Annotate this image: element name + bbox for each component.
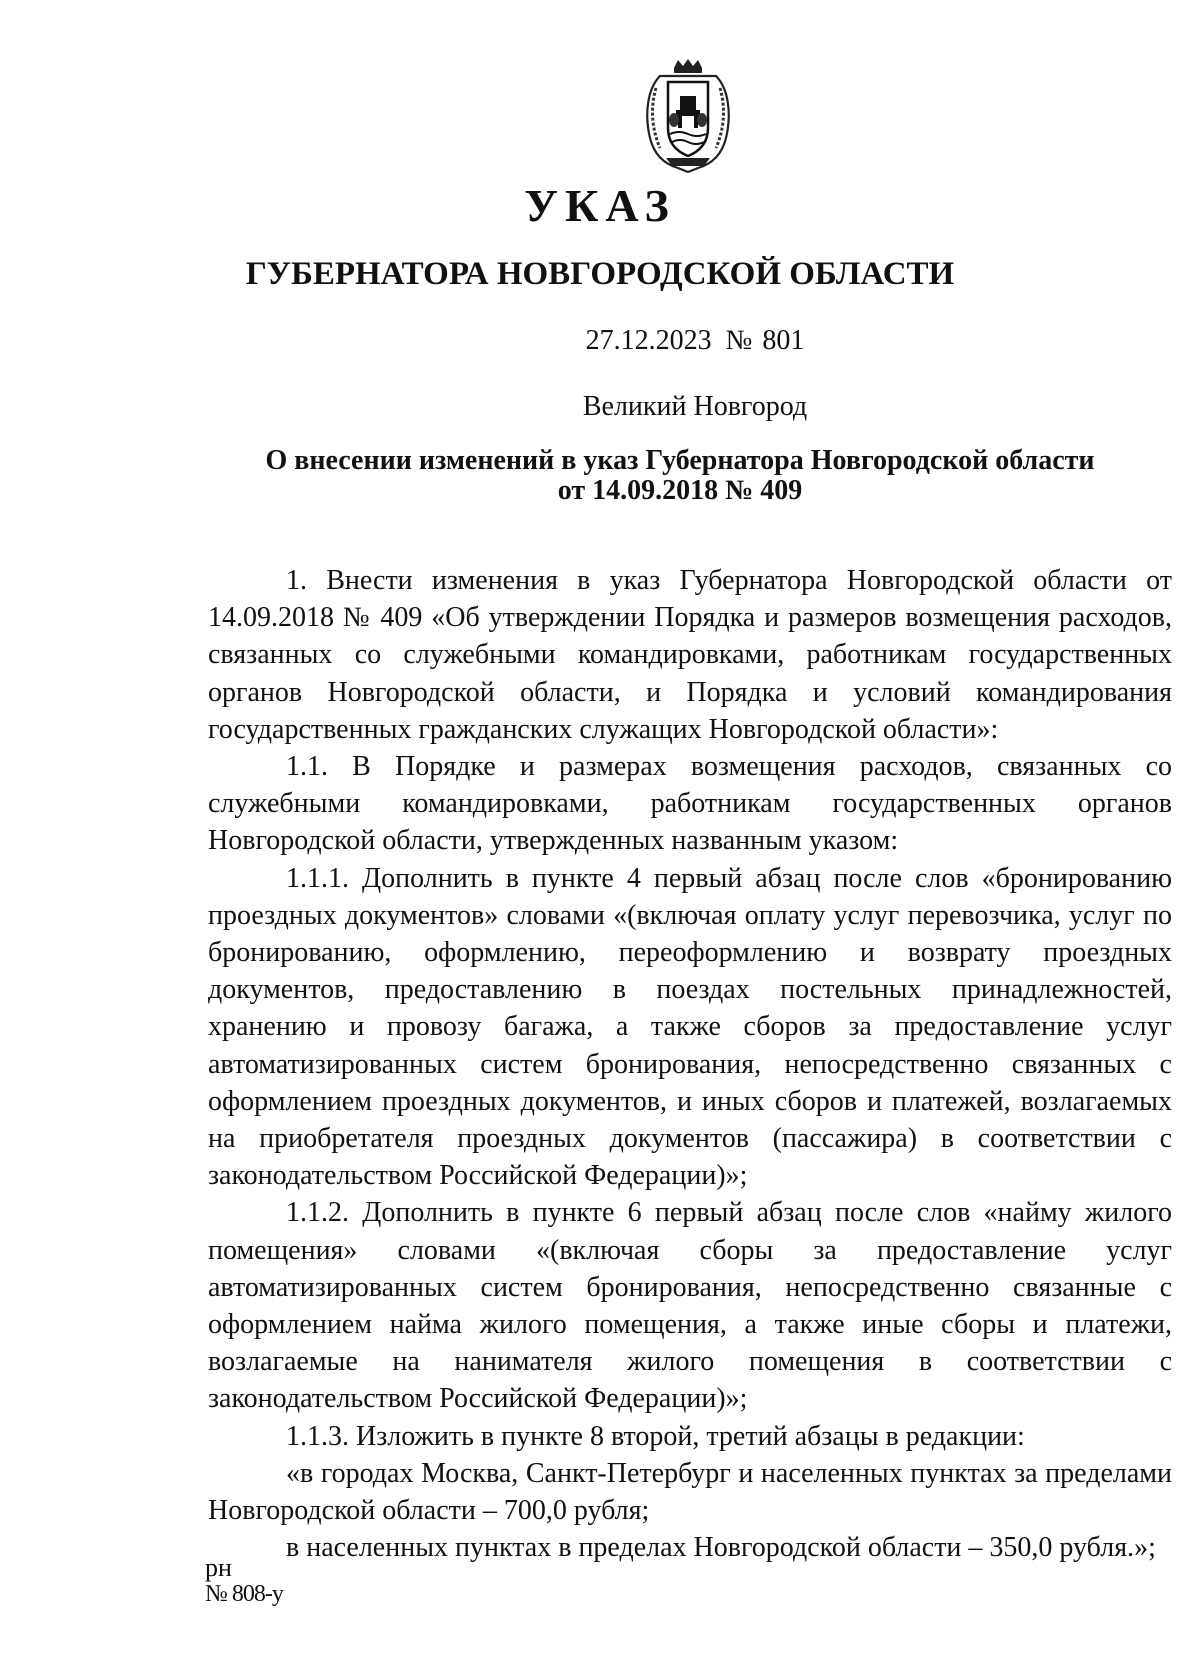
- heading-line-1: О внесении изменений в указ Губернатора Новгородской области: [265, 445, 1095, 476]
- document-body: [208, 562, 1172, 1566]
- footer-initials: рн: [205, 1553, 232, 1582]
- paragraph: 1.1.2. Дополнить в пункте 6 первый абзац после слов «найму жилого помещения» словами «(включая сборы за предоставление услуг автоматизированных систем бронирования, непосредственно связанные с оформлением найма жилого помещения, а также иные сборы и платежи, возлагаемые на нанимателя жилого помещения в соответствии с законодательством Российской Федерации)»;: [208, 1197, 1172, 1415]
- footer-code: № 808-у: [205, 1581, 283, 1607]
- document-number: 801: [762, 325, 805, 356]
- document-place: Великий Новгород: [582, 391, 808, 422]
- document-heading: [0, 446, 1200, 506]
- footer-reference: [205, 1555, 283, 1607]
- heading-line-2: от 14.09.2018 № 409: [557, 475, 803, 506]
- number-sign: №: [725, 325, 753, 356]
- paragraph: в населенных пунктах в пределах Новгородской области – 350,0 рубля.»;: [286, 1532, 1156, 1564]
- paragraph: 1.1.1. Дополнить в пункте 4 первый абзац после слов «бронированию проездных документов» словами «(включая оплату услуг перевозчика, услуг по бронированию, оформлению, переоформлению и возврату проездных документов, предоставлению в поездах постельных принадлежностей, хранению и провозу багажа, а также сборов за предоставление услуг автоматизированных систем бронирования, непосредственно связанных с оформлением проездных документов, и иных сборов и платежей, возлагаемых на приобретателя проездных документов (пассажира) в соответствии с законодательством Российской Федерации)»;: [208, 862, 1172, 1192]
- paragraph: 1. Внести изменения в указ Губернатора Новгородской области от 14.09.2018 № 409 «Об утверждении Порядка и размеров возмещения расходов, связанных со служебными командировками, работникам государственных органов Новгородской области, и Порядка и условий командирования государственных гражданских служащих Новгородской области»:: [208, 565, 1172, 745]
- document-title: УКАЗ: [524, 180, 676, 231]
- date-number-line: [0, 322, 1200, 360]
- paragraph: 1.1. В Порядке и размерах возмещения расходов, связанных со служебными командировками, работникам государственных органов Новгородской области, утвержденных названным указом:: [208, 751, 1172, 857]
- paragraph: 1.1.3. Изложить в пункте 8 второй, третий абзацы в редакции:: [286, 1420, 1025, 1452]
- document-date: 27.12.2023: [585, 325, 712, 356]
- paragraph: «в городах Москва, Санкт-Петербург и населенных пунктах за пределами Новгородской области – 700,0 рубля;: [208, 1457, 1172, 1527]
- document-subtitle: ГУБЕРНАТОРА НОВГОРОДСКОЙ ОБЛАСТИ: [245, 256, 955, 292]
- coat-of-arms-icon: [638, 58, 738, 176]
